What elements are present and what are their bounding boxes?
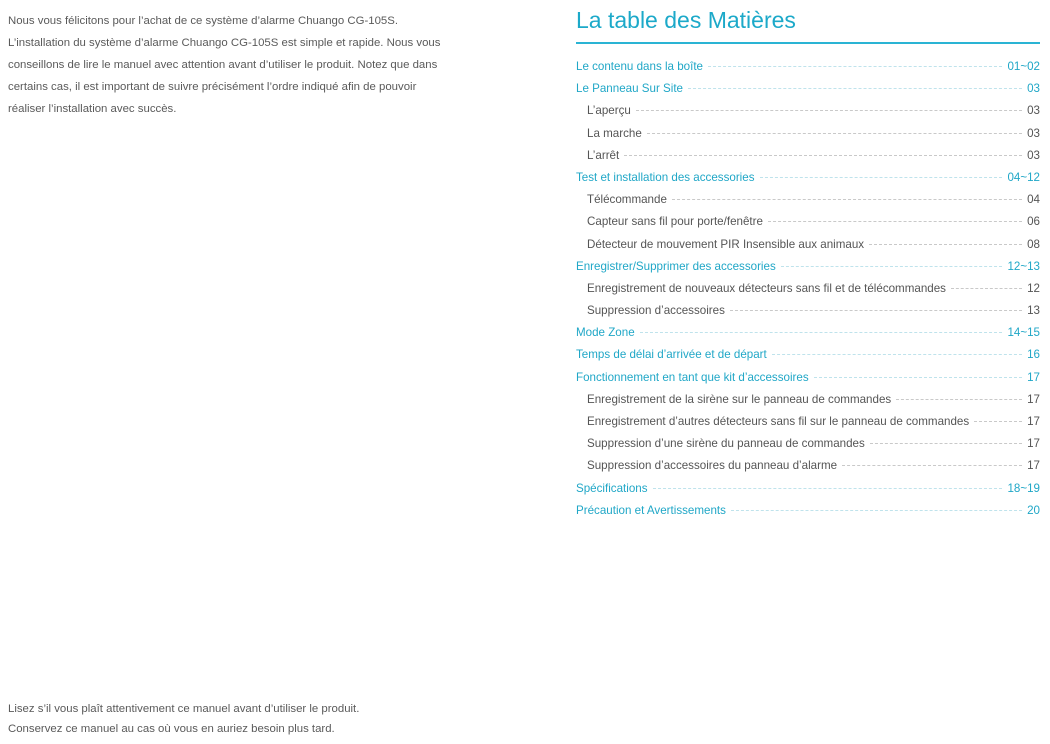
toc-entry-page: 12~13 (1007, 259, 1040, 273)
toc-section-entry[interactable] (576, 348, 1040, 370)
toc-entry-label: Enregistrement de nouveaux détecteurs sans fil et de télécommandes (587, 281, 946, 295)
toc-section-entry[interactable] (576, 371, 1040, 393)
footer-note (8, 699, 508, 739)
toc-entry-page: 18~19 (1007, 481, 1040, 495)
toc-leader-dots (842, 465, 1022, 466)
toc-subsection-entry[interactable] (576, 238, 1040, 260)
toc-subsection-entry[interactable] (576, 393, 1040, 415)
toc-entry-page: 04~12 (1007, 170, 1040, 184)
toc-leader-dots (814, 377, 1022, 378)
intro-line: conseillons de lire le manuel avec attention avant d’utiliser le produit. Notez que dans (8, 59, 438, 71)
toc-section-entry[interactable] (576, 504, 1040, 526)
toc-entry-label: Temps de délai d’arrivée et de départ (576, 348, 767, 362)
toc-entry-label: Suppression d’accessoires du panneau d’alarme (587, 459, 838, 473)
toc-leader-dots (870, 443, 1022, 444)
toc-leader-dots (647, 133, 1022, 134)
toc-leader-dots (640, 332, 1003, 333)
toc-entry-label: Enregistrement d’autres détecteurs sans fil sur le panneau de commandes (587, 415, 970, 428)
toc-entry-label: Télécommande (587, 193, 667, 207)
toc-entry-page: 04 (1027, 193, 1040, 207)
toc-entry-page: 03 (1027, 82, 1040, 96)
toc-entry-label: Test et installation des accessories (576, 170, 755, 184)
toc-leader-dots (730, 310, 1022, 311)
toc-entry-label: Spécifications (576, 481, 648, 495)
toc-leader-dots (896, 399, 1022, 400)
toc-leader-dots (772, 354, 1022, 355)
toc-leader-dots (708, 66, 1002, 67)
toc-entry-page: 01~02 (1007, 60, 1040, 73)
toc-leader-dots (653, 488, 1003, 489)
toc-entry-label: Le Panneau Sur Site (576, 82, 683, 96)
toc-list (576, 60, 1040, 526)
toc-subsection-entry[interactable] (576, 459, 1040, 481)
toc-leader-dots (624, 155, 1022, 156)
toc-section-entry[interactable] (576, 260, 1040, 282)
footer-line-2: Conservez ce manuel au cas où vous en auriez besoin plus tard. (8, 723, 335, 735)
toc-subsection-entry[interactable] (576, 104, 1040, 126)
toc-entry-page: 08 (1027, 237, 1040, 251)
toc-leader-dots (688, 88, 1022, 89)
toc-subsection-entry[interactable] (576, 193, 1040, 215)
toc-leader-dots (760, 177, 1003, 178)
intro-line: Nous vous félicitons pour l’achat de ce système d’alarme Chuango CG-105S. (8, 15, 399, 27)
footer-line-1: Lisez s’il vous plaît attentivement ce manuel avant d’utiliser le produit. (8, 703, 360, 715)
toc-entry-page: 17 (1027, 370, 1040, 384)
toc-entry-page: 06 (1027, 215, 1040, 229)
toc-entry-label: Enregistrer/Supprimer des accessories (576, 259, 776, 273)
toc-entry-label: L’arrêt (587, 148, 620, 162)
toc-entry-page: 17 (1027, 415, 1040, 428)
toc-section-entry[interactable] (576, 482, 1040, 504)
toc-subsection-entry[interactable] (576, 282, 1040, 304)
toc-entry-label: L’aperçu (587, 104, 631, 118)
intro-line: L’installation du système d’alarme Chuango CG-105S est simple et rapide. Nous vous (8, 37, 441, 49)
toc-divider (576, 42, 1040, 44)
toc-entry-label: La marche (587, 126, 642, 140)
toc-entry-label: Suppression d’une sirène du panneau de commandes (587, 437, 865, 451)
toc-title: La table des Matières (576, 7, 796, 33)
toc-section-entry[interactable] (576, 171, 1040, 193)
toc-entry-label: Le contenu dans la boîte (576, 60, 703, 73)
toc-subsection-entry[interactable] (576, 415, 1040, 437)
toc-entry-page: 03 (1027, 104, 1040, 118)
toc-entry-page: 17 (1027, 392, 1040, 406)
toc-entry-page: 17 (1027, 459, 1040, 473)
toc-subsection-entry[interactable] (576, 215, 1040, 237)
toc-leader-dots (672, 199, 1022, 200)
table-of-contents (576, 0, 1040, 517)
toc-section-entry[interactable] (576, 60, 1040, 82)
intro-line: réaliser l’installation avec succès. (8, 103, 177, 115)
toc-entry-page: 20 (1027, 503, 1040, 517)
toc-leader-dots (781, 266, 1003, 267)
toc-entry-label: Détecteur de mouvement PIR Insensible aux animaux (587, 237, 865, 251)
toc-entry-page: 12 (1027, 281, 1040, 295)
toc-leader-dots (974, 421, 1022, 422)
toc-subsection-entry[interactable] (576, 149, 1040, 171)
toc-leader-dots (768, 221, 1022, 222)
toc-entry-page: 16 (1027, 348, 1040, 362)
toc-entry-label: Enregistrement de la sirène sur le panneau de commandes (587, 392, 892, 406)
toc-entry-page: 14~15 (1007, 326, 1040, 340)
toc-leader-dots (636, 110, 1022, 111)
toc-subsection-entry[interactable] (576, 127, 1040, 149)
toc-entry-page: 17 (1027, 437, 1040, 451)
toc-leader-dots (951, 288, 1022, 289)
toc-entry-label: Précaution et Avertissements (576, 503, 726, 517)
toc-entry-page: 13 (1027, 304, 1040, 318)
toc-entry-label: Mode Zone (576, 326, 635, 340)
toc-entry-page: 03 (1027, 126, 1040, 140)
toc-entry-label: Capteur sans fil pour porte/fenêtre (587, 215, 763, 229)
toc-leader-dots (731, 510, 1022, 511)
intro-line: certains cas, il est important de suivre précisément l’ordre indiqué afin de pouvoir (8, 81, 417, 93)
intro-paragraph (8, 10, 488, 120)
toc-entry-page: 03 (1027, 148, 1040, 162)
toc-entry-label: Suppression d’accessoires (587, 304, 725, 318)
toc-subsection-entry[interactable] (576, 304, 1040, 326)
toc-leader-dots (869, 244, 1022, 245)
toc-subsection-entry[interactable] (576, 437, 1040, 459)
toc-section-entry[interactable] (576, 326, 1040, 348)
toc-section-entry[interactable] (576, 82, 1040, 104)
toc-entry-label: Fonctionnement en tant que kit d’accessoires (576, 370, 809, 384)
